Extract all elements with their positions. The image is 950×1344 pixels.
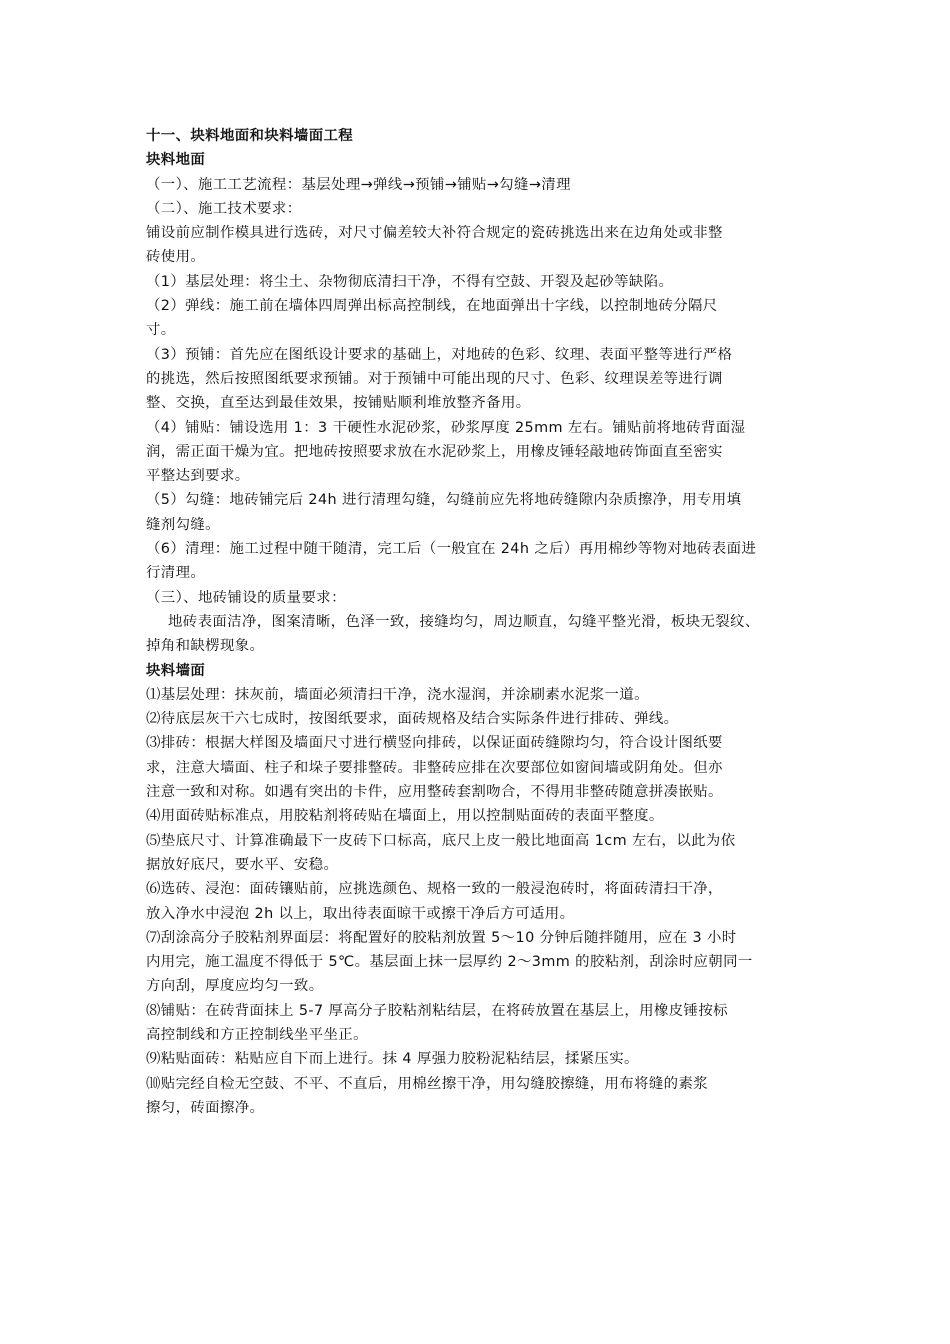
floor-line: 砖使用。 — [146, 249, 206, 266]
floor-line: （5）勾缝：地砖铺完后 24h 进行清理勾缝，勾缝前应先将地砖缝隙内杂质擦净，用专用填 — [146, 492, 742, 509]
floor-line: 缝剂勾缝。 — [146, 516, 220, 533]
wall-line: ⑶排砖：根据大样图及墙面尺寸进行横竖向排砖，以保证面砖缝隙均匀，符合设计图纸要 — [146, 735, 723, 752]
wall-line: 据放好底尺，要水平、安稳。 — [146, 856, 339, 873]
wall-line: ⑹选砖、浸泡：面砖镶贴前，应挑选颜色、规格一致的一般浸泡砖时，将面砖清扫干净， — [146, 881, 723, 898]
floor-line: （二）、施工技术要求： — [146, 200, 302, 217]
wall-line: ⑵待底层灰干六七成时，按图纸要求，面砖规格及结合实际条件进行排砖、弹线。 — [146, 711, 679, 728]
floor-heading: 块料地面 — [146, 152, 206, 169]
floor-line: 行清理。 — [146, 565, 206, 582]
floor-line: （2）弹线：施工前在墙体四周弹出标高控制线，在地面弹出十字线，以控制地砖分隔尺 — [146, 298, 718, 315]
wall-line: 内用完，施工温度不得低于 5℃。基层面上抹一层厚约 2～3mm 的胶粘剂，刮涂时应朝同一 — [146, 954, 753, 971]
floor-line: （3）预铺：首先应在图纸设计要求的基础上，对地砖的色彩、纹理、表面平整等进行严格 — [146, 346, 733, 363]
floor-line: 地砖表面洁净，图案清晰，色泽一致，接缝均匀，周边顺直，勾缝平整光滑，板块无裂纹、 — [168, 613, 760, 630]
wall-line: 高控制线和方正控制线坐平坐正。 — [146, 1026, 368, 1043]
floor-line: （6）清理：施工过程中随干随清，完工后（一般宜在 24h 之后）再用棉纱等物对地砖表面进 — [146, 541, 757, 558]
wall-line: ⑴基层处理：抹灰前，墙面必须清扫干净，浇水湿润，并涂刷素水泥浆一道。 — [146, 686, 649, 703]
wall-line: 方向刮，厚度应均匀一致。 — [146, 978, 324, 995]
floor-line: 整、交换，直至达到最佳效果，按铺贴顺利堆放整齐备用。 — [146, 395, 531, 412]
wall-line: 求，注意大墙面、柱子和垛子要排整砖。非整砖应排在次要部位如窗间墙或阴角处。但亦 — [146, 759, 723, 776]
floor-line: （4）铺贴：铺设选用 1：3 干硬性水泥砂浆，砂浆厚度 25mm 左右。铺贴前将地砖背面湿 — [146, 419, 746, 436]
wall-line: ⑽贴完经自检无空鼓、不平、不直后，用棉丝擦干净，用勾缝胶擦缝，用布将缝的素浆 — [146, 1075, 709, 1092]
wall-line: 注意一致和对称。如遇有突出的卡件，应用整砖套割吻合，不得用非整砖随意拼凑嵌贴。 — [146, 784, 723, 801]
wall-line: 擦匀，砖面擦净。 — [146, 1099, 265, 1116]
wall-line: ⑷用面砖贴标准点，用胶粘剂将砖贴在墙面上，用以控制贴面砖的表面平整度。 — [146, 808, 664, 825]
wall-line: ⑺刮涂高分子胶粘剂界面层：将配置好的胶粘剂放置 5～10 分钟后随拌随用，应在 3 小时 — [146, 929, 737, 946]
floor-line: 掉角和缺楞现象。 — [146, 638, 265, 655]
document-page — [146, 124, 810, 1120]
wall-line: ⑼粘贴面砖：粘贴应自下而上进行。抹 4 厚强力胶粉泥粘结层，揉紧压实。 — [146, 1051, 639, 1068]
wall-heading: 块料墙面 — [146, 662, 206, 679]
floor-line: 平整达到要求。 — [146, 468, 250, 485]
wall-line: ⑸垫底尺寸、计算准确最下一皮砖下口标高，底尺上皮一般比地面高 1cm 左右，以此为依 — [146, 832, 736, 849]
floor-line: （1）基层处理：将尘土、杂物彻底清扫干净，不得有空鼓、开裂及起砂等缺陷。 — [146, 273, 674, 290]
floor-line: 铺设前应制作模具进行选砖，对尺寸偏差较大补符合规定的瓷砖挑选出来在边角处或非整 — [146, 225, 723, 242]
floor-line: （一）、施工工艺流程：基层处理→弹线→预铺→铺贴→勾缝→清理 — [146, 176, 571, 193]
floor-line: 寸。 — [146, 322, 176, 339]
wall-line: 放入净水中浸泡 2h 以上，取出待表面晾干或擦干净后方可适用。 — [146, 905, 575, 922]
section-title: 十一、块料地面和块料墙面工程 — [146, 128, 354, 144]
floor-line: 润，需正面干燥为宜。把地砖按照要求放在水泥砂浆上，用橡皮锤轻敲地砖饰面直至密实 — [146, 443, 723, 460]
floor-line: 的挑选，然后按照图纸要求预铺。对于预铺中可能出现的尺寸、色彩、纹理误差等进行调 — [146, 370, 723, 387]
wall-line: ⑻铺贴：在砖背面抹上 5-7 厚高分子胶粘剂粘结层，在将砖放置在基层上，用橡皮锤按标 — [146, 1002, 728, 1019]
floor-line: （三）、地砖铺设的质量要求： — [146, 589, 346, 606]
